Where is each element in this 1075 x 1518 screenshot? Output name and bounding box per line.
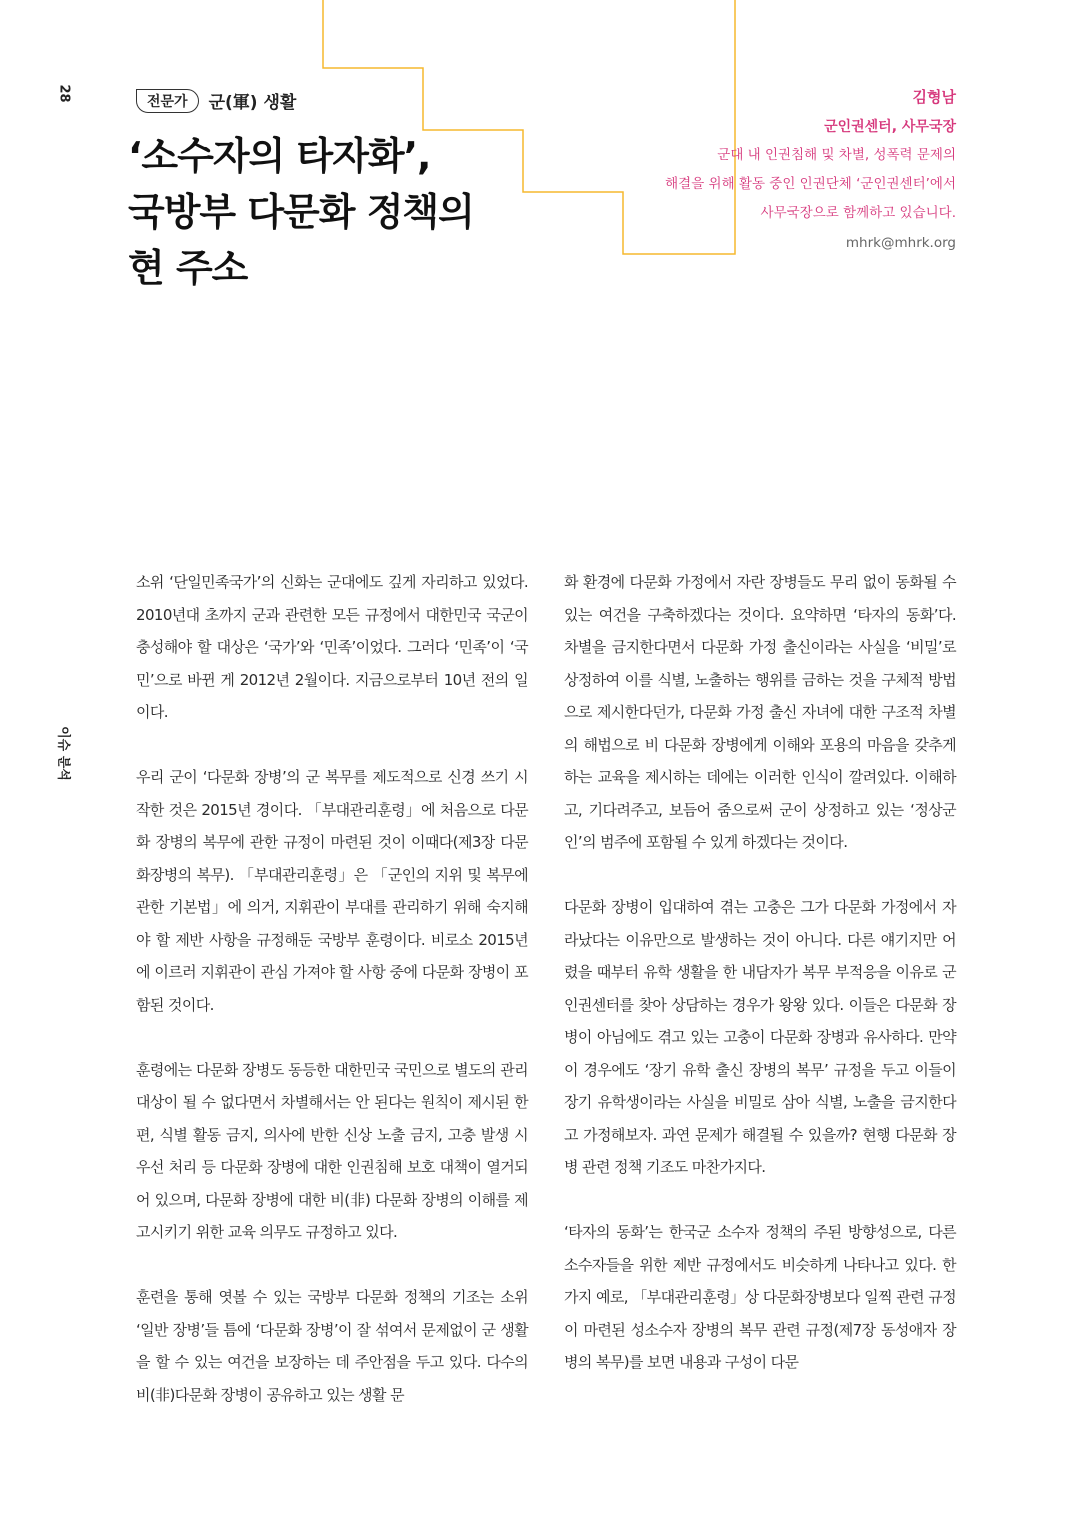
body-paragraph: 훈련을 통해 엿볼 수 있는 국방부 다문화 정책의 기조는 소위 ‘일반 장병’들 틈에 ‘다문화 장병’이 잘 섞여서 문제없이 군 생활을 할 수 있는 여건을 보장하는 데 주안점을 두고 있다. 다수의 비(非)다문화 장병이 공유하고 있는 생활 문 [136,1288,528,1404]
author-box [596,86,956,254]
headline-line: ‘소수자의 타자화’, [128,134,431,178]
body-column-right [564,566,956,1411]
author-name: 김형남 [912,88,956,106]
body-paragraph: 우리 군이 ‘다문화 장병’의 군 복무를 제도적으로 신경 쓰기 시작한 것은 2015년 경이다. 「부대관리훈령」에 처음으로 다문화 장병의 복무에 관한 규정이 마련된 것이 이때다(제3장 다문화장병의 복무). 「부대관리훈령」은 「군인의 지위 및 복무에 관한 기본법」에 의거, 지휘관이 부대를 관리하기 위해 숙지해야 할 제반 사항을 규정해둔 국방부 훈령이다. 비로소 2015년에 이르러 지휘관이 관심 가져야 할 사항 중에 다문화 장병이 포함된 것이다. [136,768,528,1014]
author-bio [596,141,956,228]
headline-line: 국방부 다문화 정책의 [128,190,474,234]
section-title: 군(軍) 생활 [208,93,297,113]
author-email: mhrk@mhrk.org [845,235,956,251]
page-number: 28 [56,84,72,103]
headline-line: 현 주소 [128,246,248,290]
section-header [136,88,296,113]
body-paragraph: 다문화 장병이 입대하여 겪는 고충은 그가 다문화 가정에서 자라났다는 이유만으로 발생하는 것이 아니다. 다른 얘기지만 어렸을 때부터 유학 생활을 한 내담자가 복무 부적응을 이유로 군인권센터를 찾아 상담하는 경우가 왕왕 있다. 이들은 다문화 장병이 아님에도 겪고 있는 고충이 다문화 장병과 유사하다. 만약 이 경우에도 ‘장기 유학 출신 장병의 복무’ 규정을 두고 이들이 장기 유학생이라는 사실을 비밀로 삼아 식별, 노출을 금지한다고 가정해보자. 과연 문제가 해결될 수 있을까? 현행 다문화 장병 관련 정책 기조도 마찬가지다. [564,898,956,1176]
author-bio-line: 해결을 위해 활동 중인 인권단체 ‘군인권센터’에서 [665,176,956,192]
body-paragraph: 소위 ‘단일민족국가’의 신화는 군대에도 깊게 자리하고 있었다. 2010년대 초까지 군과 관련한 모든 규정에서 대한민국 국군이 충성해야 할 대상은 ‘국가’와 ‘민족’이었다. 그러다 ‘민족’이 ‘국민’으로 바뀐 게 2012년 2월이다. 지금으로부터 10년 전의 일이다. [136,573,528,721]
body-paragraph: 훈령에는 다문화 장병도 동등한 대한민국 국민으로 별도의 관리 대상이 될 수 없다면서 차별해서는 안 된다는 원칙이 제시된 한편, 식별 활동 금지, 의사에 반한 신상 노출 금지, 고충 발생 시 우선 처리 등 다문화 장병에 대한 인권침해 보호 대책이 열거되어 있으며, 다문화 장병에 대한 비(非) 다문화 장병의 이해를 제고시키기 위한 교육 의무도 규정하고 있다. [136,1060,528,1241]
author-organization: 군인권센터, 사무국장 [824,119,956,135]
body-paragraph: 화 환경에 다문화 가정에서 자란 장병들도 무리 없이 동화될 수 있는 여건을 구축하겠다는 것이다. 요약하면 ‘타자의 동화’다. 차별을 금지한다면서 다문화 가정 출신이라는 사실을 ‘비밀’로 상정하여 이를 식별, 노출하는 행위를 금하는 것을 구체적 방법으로 제시한다던가, 다문화 가정 출신 자녀에 대한 구조적 차별의 해법으로 비 다문화 장병에게 이해와 포용의 마음을 갖추게 하는 교육을 제시하는 데에는 이러한 인식이 깔려있다. 이해하고, 기다려주고, 보듬어 줌으로써 군이 상정하고 있는 ‘정상군인’의 범주에 포함될 수 있게 하겠다는 것이다. [564,573,956,851]
body-column-left [136,566,528,1444]
side-section-label: 이슈 분석 [55,726,71,781]
category-badge: 전문가 [136,89,199,113]
body-paragraph: ‘타자의 동화’는 한국군 소수자 정책의 주된 방향성으로, 다른 소수자들을 위한 제반 규정에서도 비슷하게 나타나고 있다. 한가지 예로, 「부대관리훈령」상 다문화장병보다 일찍 관련 규정이 마련된 성소수자 장병의 복무 관련 규정(제7장 동성애자 장병의 복무)를 보면 내용과 구성이 다문 [564,1223,956,1371]
author-bio-line: 사무국장으로 함께하고 있습니다. [760,205,956,221]
author-bio-line: 군대 내 인권침해 및 차별, 성폭력 문제의 [717,147,956,163]
article-headline [128,128,528,296]
